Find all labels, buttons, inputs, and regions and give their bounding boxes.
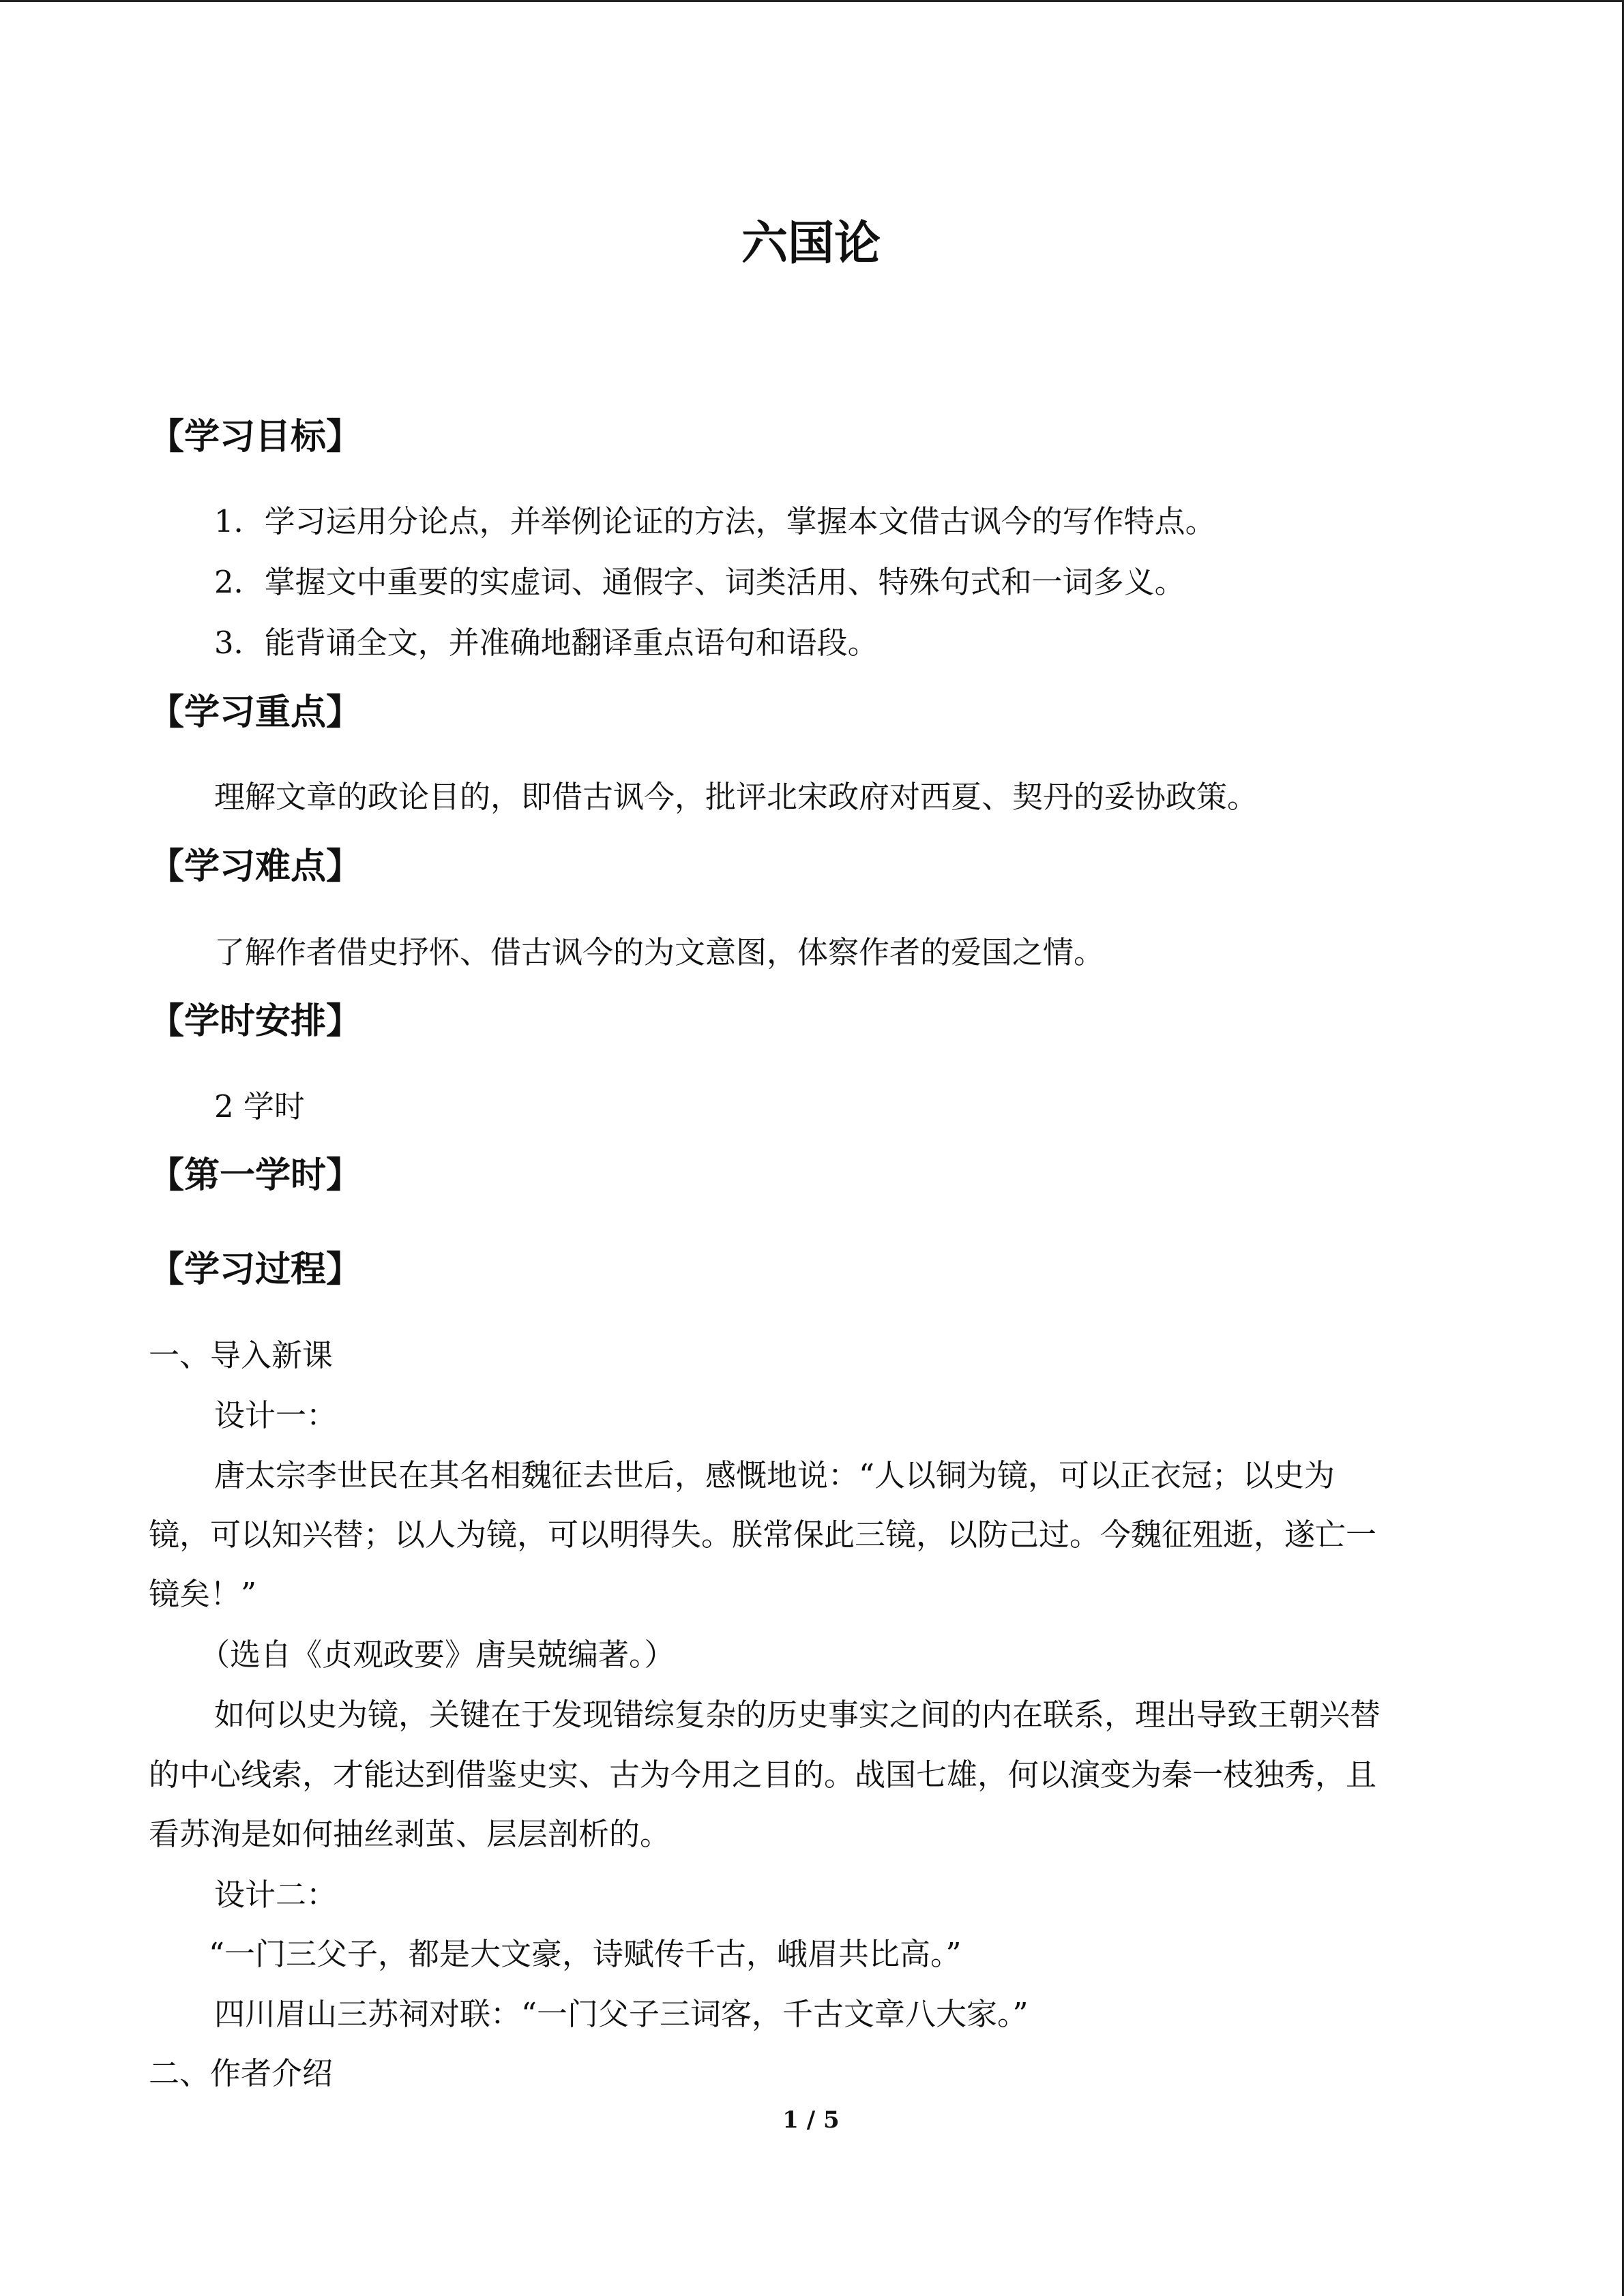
design1-para-line-3: 看苏洵是如何抽丝剥茧、层层剖析的。	[149, 1816, 671, 1852]
design1-label: 设计一：	[214, 1397, 338, 1433]
design1-para-line-1: 如何以史为镜，关键在于发现错综复杂的历史事实之间的内在联系，理出导致王朝兴替	[214, 1697, 1381, 1733]
design1-para-line-2: 的中心线索，才能达到借鉴史实、古为今用之目的。战国七雄，何以演变为秦一枝独秀，且	[149, 1757, 1377, 1793]
schedule-text: 2 学时	[214, 1088, 305, 1124]
page-indicator: 1 / 5	[782, 2106, 840, 2134]
part2-title: 二、作者介绍	[149, 2055, 334, 2091]
design1-source: （选自《贞观政要》唐吴兢编著。）	[199, 1637, 675, 1673]
key-points-text: 理解文章的政论目的，即借古讽今，批评北宋政府对西夏、契丹的妥协政策。	[214, 779, 1258, 815]
document-title: 六国论	[741, 217, 881, 271]
difficulties-heading: 【学习难点】	[149, 846, 362, 887]
objective-item-2: 2．掌握文中重要的实虚词、通假字、词类活用、特殊句式和一词多义。	[214, 564, 1185, 600]
part1-title: 一、导入新课	[149, 1337, 334, 1373]
difficulties-text: 了解作者借史抒怀、借古讽今的为文意图，体察作者的爱国之情。	[214, 934, 1105, 970]
objective-item-1: 1．学习运用分论点，并举例论证的方法，掌握本文借古讽今的写作特点。	[214, 503, 1216, 539]
design2-line-1: “一门三父子，都是大文豪，诗赋传千古，峨眉共比高。”	[209, 1936, 962, 1972]
design1-quote-line-3: 镜矣！”	[149, 1576, 257, 1612]
design2-label: 设计二：	[214, 1877, 338, 1913]
objective-item-3: 3．能背诵全文，并准确地翻译重点语句和语段。	[214, 625, 879, 661]
objectives-heading: 【学习目标】	[149, 417, 362, 458]
key-points-heading: 【学习重点】	[149, 692, 362, 733]
design2-line-2: 四川眉山三苏祠对联：“一门父子三词客，千古文章八大家。”	[214, 1996, 1029, 2032]
process-heading: 【学习过程】	[149, 1249, 362, 1290]
first-period-heading: 【第一学时】	[149, 1155, 362, 1196]
design1-quote-line-1: 唐太宗李世民在其名相魏征去世后，感慨地说：“人以铜为镜，可以正衣冠；以史为	[214, 1457, 1335, 1493]
design1-quote-line-2: 镜，可以知兴替；以人为镜，可以明得失。朕常保此三镜，以防己过。今魏征殂逝，遂亡一	[149, 1517, 1377, 1553]
schedule-heading: 【学时安排】	[149, 1001, 362, 1042]
